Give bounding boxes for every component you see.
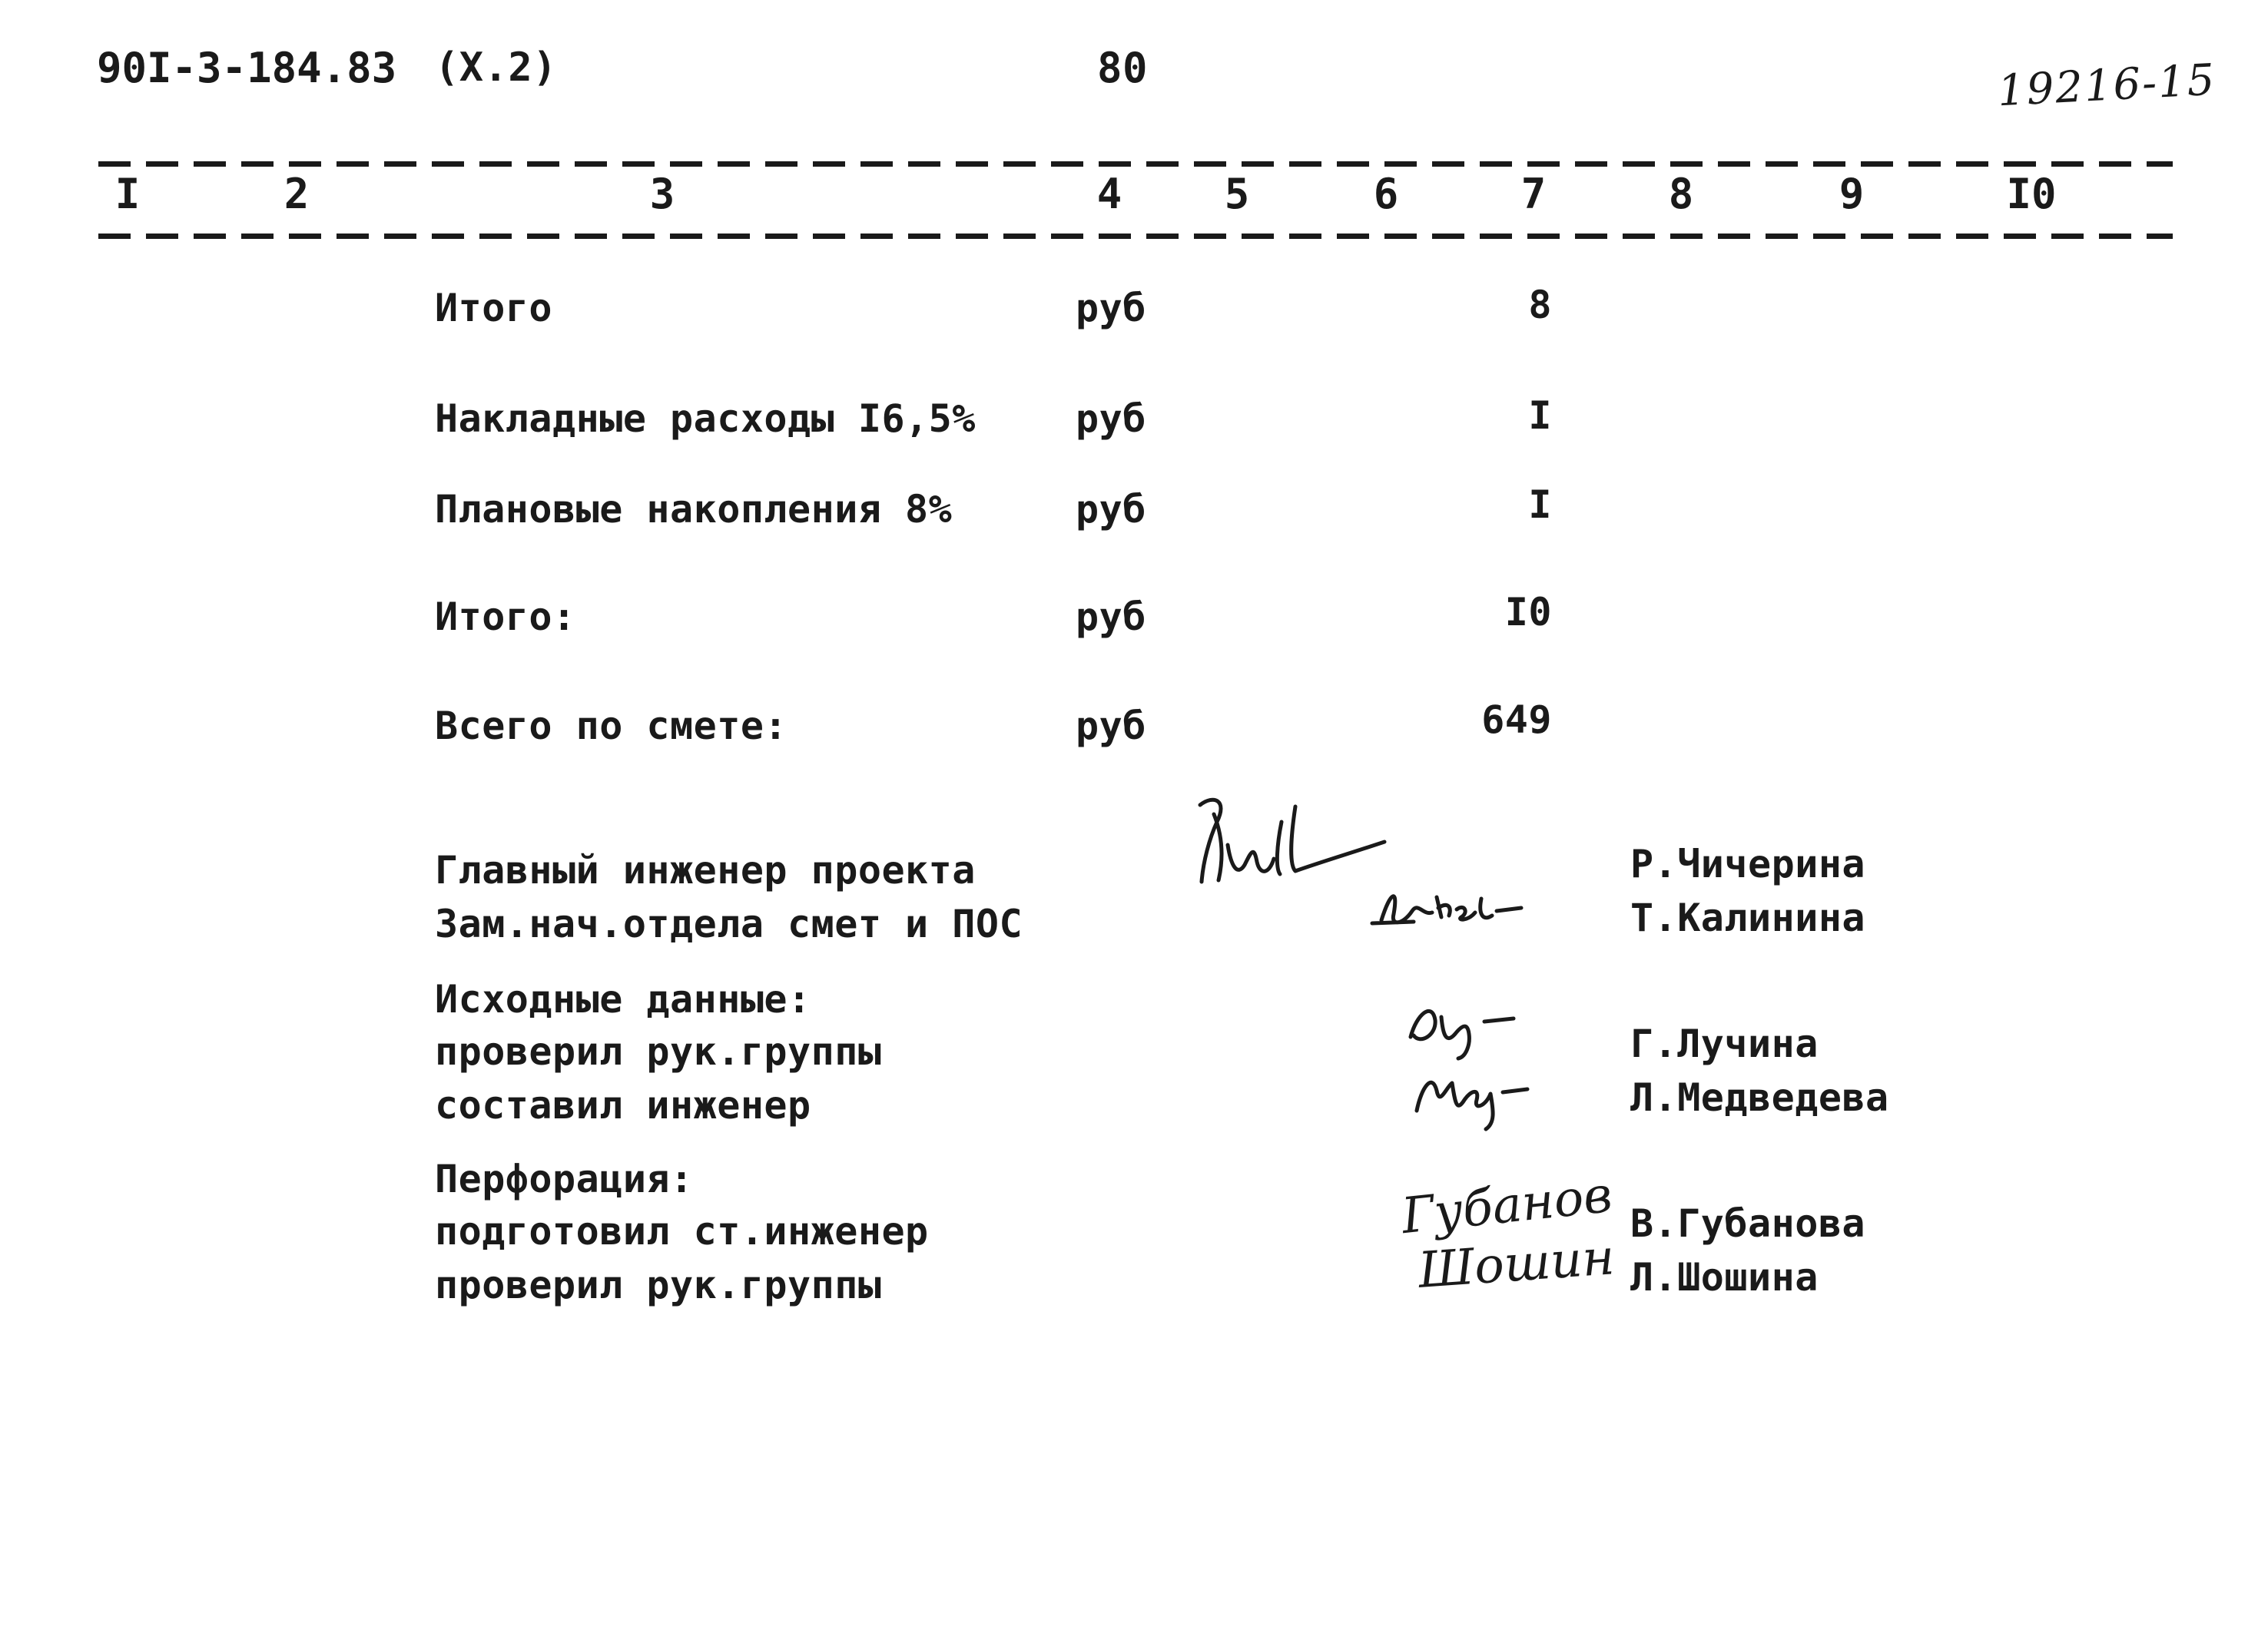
signature-medvedeva (1406, 1057, 1583, 1134)
page-number: 80 (1097, 44, 1149, 92)
signature-luchina (1398, 991, 1567, 1060)
name-deputy-head: Т.Калинина (1630, 896, 1866, 940)
row-label: Плановые накопления 8% (435, 487, 953, 532)
row-unit: руб (1076, 487, 1146, 532)
row-label: Итого (435, 286, 553, 330)
name-chief-engineer: Р.Чичерина (1630, 842, 1866, 886)
name-source-checked: Г.Лучина (1630, 1022, 1819, 1066)
column-number: 9 (1839, 170, 1865, 218)
source-data-heading: Исходные данные: (435, 977, 811, 1022)
row-value: I0 (1504, 590, 1552, 634)
row-unit: руб (1076, 396, 1146, 441)
row-value: I (1528, 482, 1552, 527)
role-source-checked: проверил рук.группы (435, 1029, 882, 1074)
column-number: 5 (1224, 170, 1250, 218)
sheet-reference: (X.2) (435, 45, 558, 91)
name-source-compiled: Л.Медведева (1630, 1075, 1889, 1120)
column-number: 7 (1520, 170, 1547, 218)
row-label: Всего по смете: (435, 704, 788, 748)
column-number: 2 (284, 170, 310, 218)
row-label: Итого: (435, 595, 576, 639)
table-header-rule (98, 234, 2173, 239)
signature-shoshina: Шошин (1416, 1229, 1616, 1300)
column-number: 8 (1668, 170, 1694, 218)
signature-gubanova: Губанов (1398, 1166, 1615, 1246)
row-unit: руб (1076, 286, 1146, 330)
row-unit: руб (1076, 595, 1146, 639)
column-number: I0 (2006, 170, 2057, 218)
column-number: 4 (1096, 170, 1122, 218)
column-number: I (114, 170, 141, 218)
row-value: 8 (1528, 283, 1552, 327)
role-perf-prepared: подготовил ст.инженер (435, 1209, 929, 1254)
row-value: I (1528, 393, 1552, 438)
name-perf-checked: Л.Шошина (1630, 1255, 1819, 1300)
role-perf-checked: проверил рук.группы (435, 1263, 882, 1307)
role-chief-engineer: Главный инженер проекта (435, 848, 976, 893)
row-label: Накладные расходы I6,5% (435, 396, 976, 441)
perforation-heading: Перфорация: (435, 1157, 694, 1201)
column-number: 3 (649, 170, 675, 218)
table-top-rule (98, 161, 2173, 167)
archive-number: 19216-15 (1996, 55, 2217, 117)
document-code: 90I-3-184.83 (97, 44, 397, 92)
role-deputy-head: Зам.нач.отдела смет и ПОС (435, 902, 1023, 946)
row-unit: руб (1076, 704, 1146, 748)
signature-kalinina (1368, 876, 1552, 937)
name-perf-prepared: В.Губанова (1630, 1201, 1866, 1246)
role-source-compiled: составил инженер (435, 1083, 811, 1128)
row-value: 649 (1481, 697, 1552, 742)
column-number: 6 (1373, 170, 1399, 218)
signature-chicherina (1183, 791, 1398, 906)
